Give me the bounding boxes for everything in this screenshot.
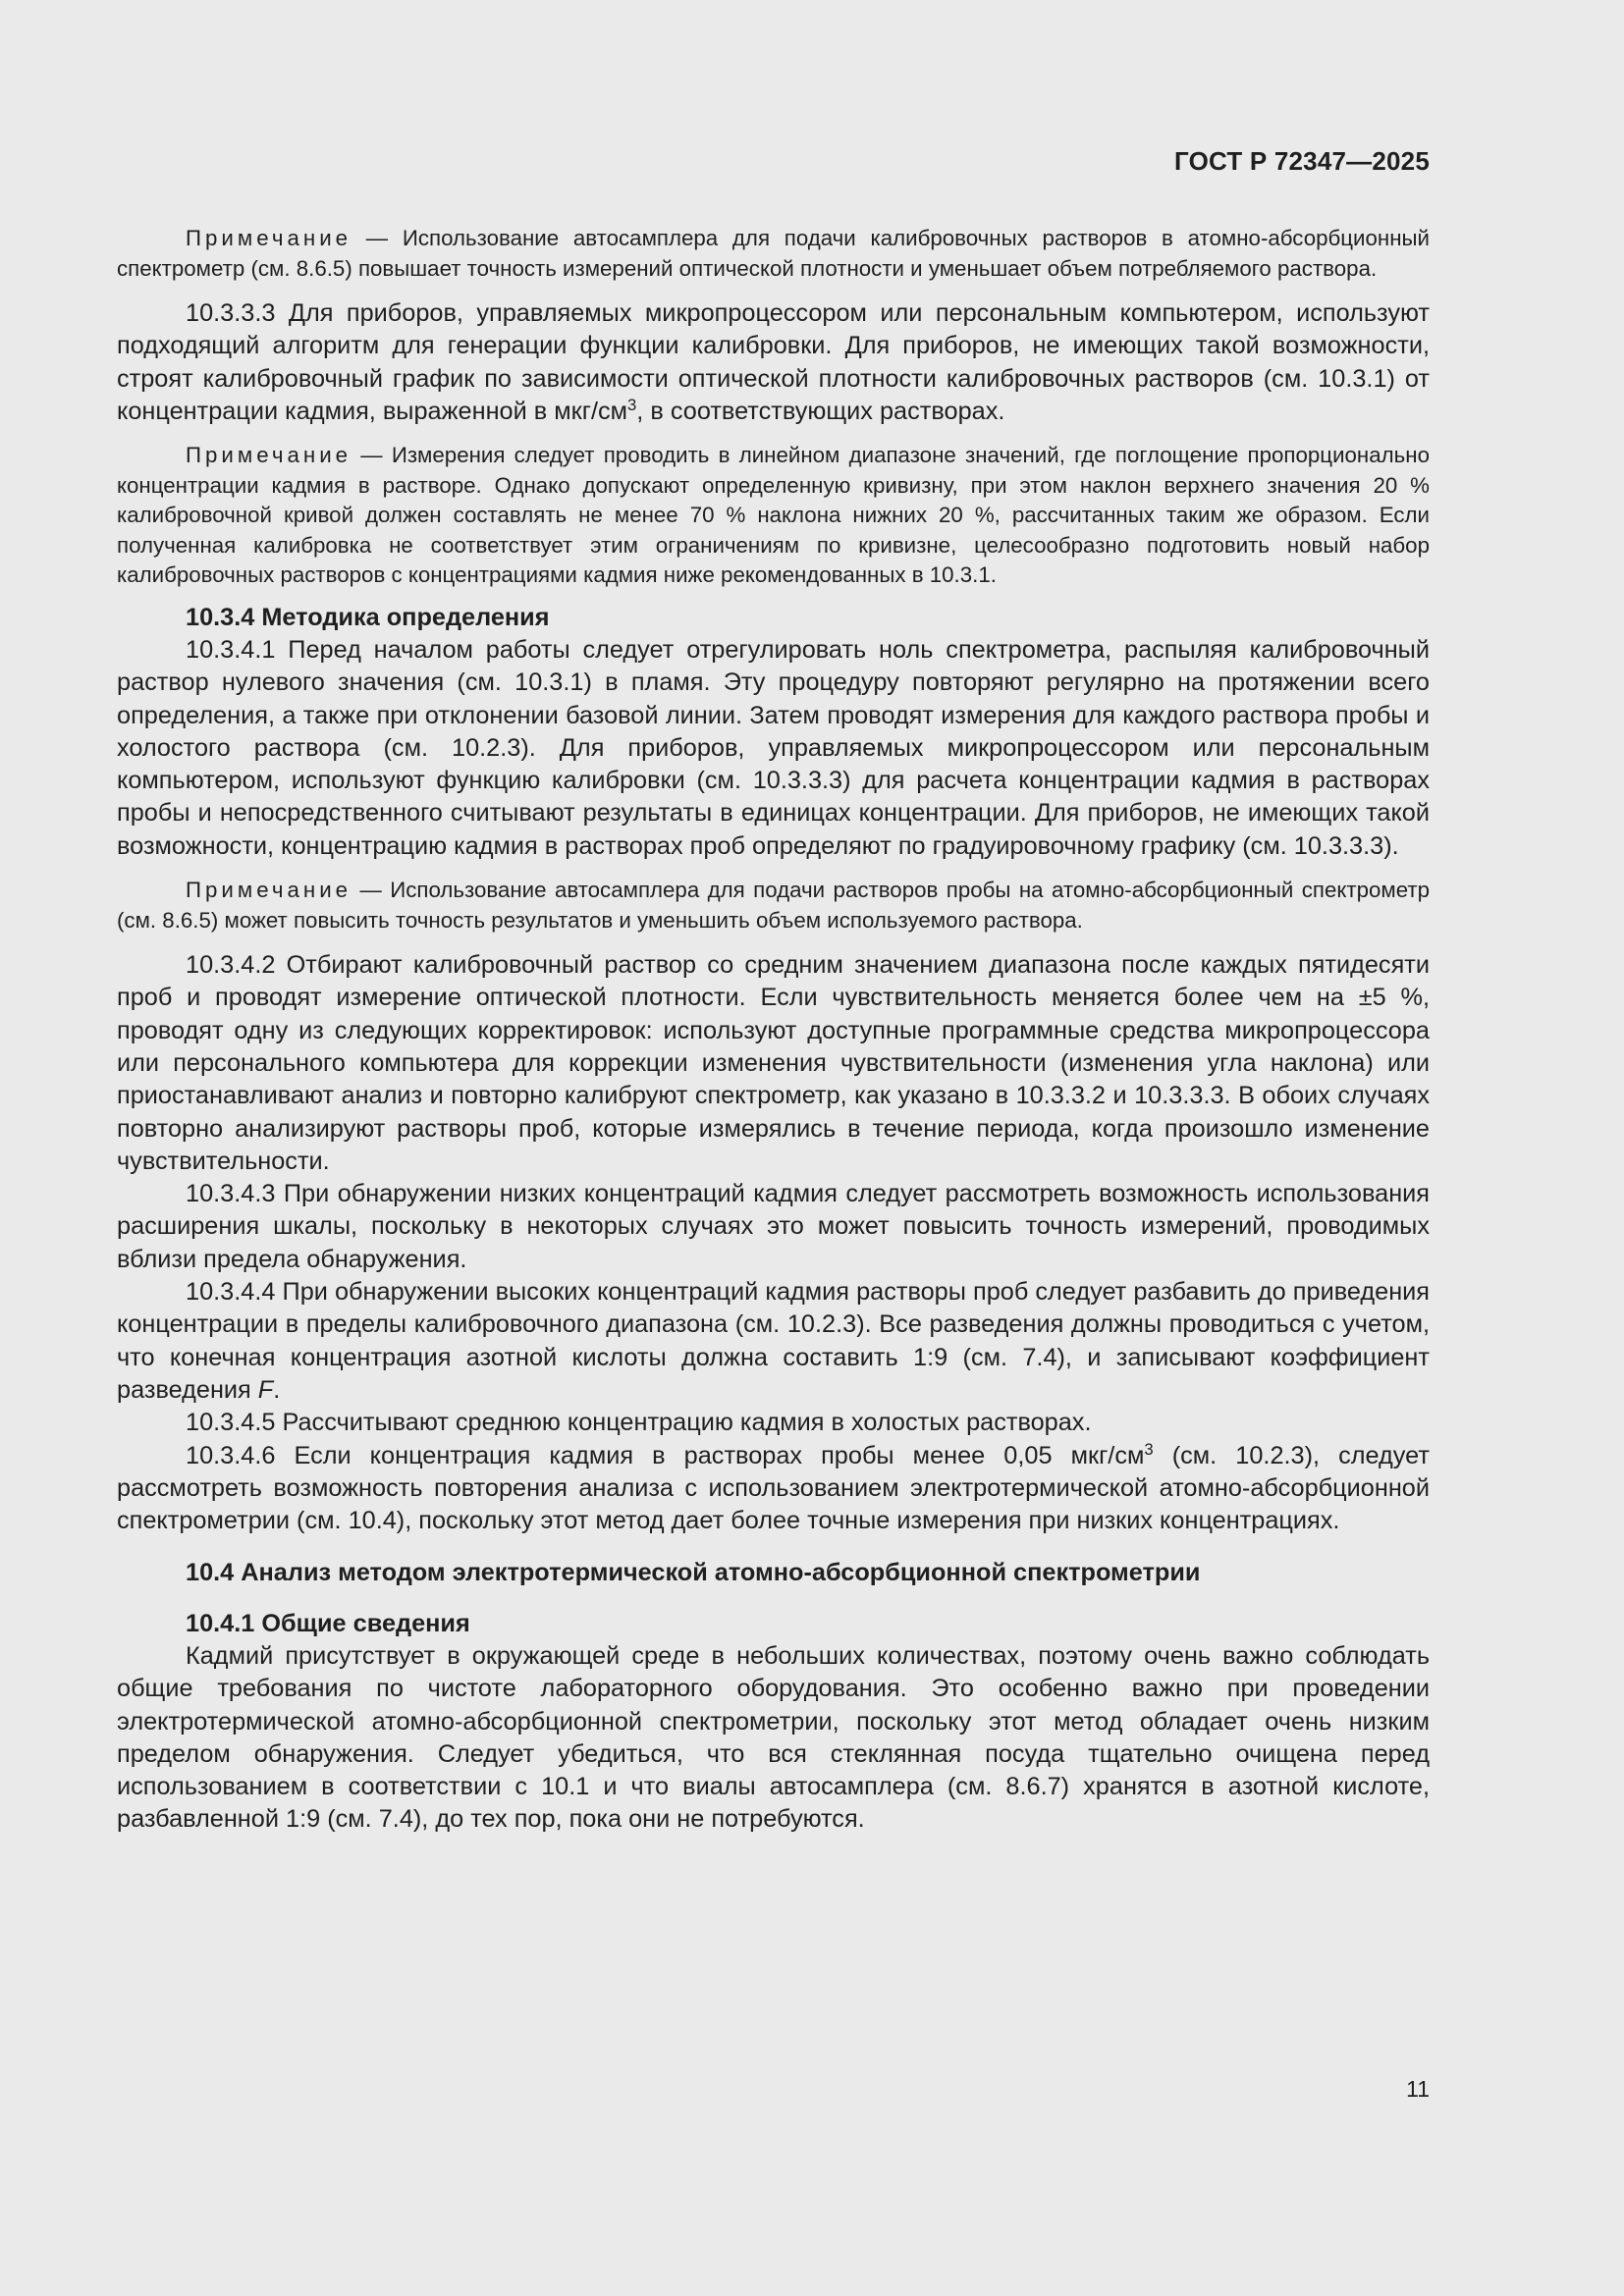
superscript: 3 xyxy=(1144,1439,1154,1459)
note-linear-range: Примечание — Измерения следует проводить в линейном диапазоне значений, где поглощение пропорционально концентрации кадмия в растворе. Однако допускают определенную кривизну, при этом наклон верхнего значения 20 % калибровочной кривой должен составлять не менее 70 % наклона нижних 20 %, рассчитанных таким же образом. Если полученная калибровка не соответствует этим ограничениям по кривизне, целесообразно подготовить новый набор калибровочных растворов с концентрациями кадмия ниже рекомендованных в 10.3.1. xyxy=(117,443,1430,588)
heading-10-3-4: 10.3.4 Методика определения xyxy=(186,603,550,631)
paragraph-10-3-4-5: 10.3.4.5 Рассчитывают среднюю концентрацию кадмия в холостых растворах. xyxy=(186,1409,1092,1437)
paragraph-text: . xyxy=(273,1375,281,1404)
page-number: 11 xyxy=(1406,2076,1430,2102)
heading-10-4-1: 10.4.1 Общие сведения xyxy=(186,1609,470,1637)
note-text: Использование автосамплера для подачи растворов пробы на атомно-абсорбционный спектрометр (см. 8.6.5) может повысить точность результатов и уменьшить объем используемого раствора. xyxy=(117,878,1431,933)
paragraph-10-3-4-6 xyxy=(117,1440,1430,1538)
paragraph-text: (см. 10.2.3), следует рассмотреть возможность повторения анализа с использованием электротермической атомно-абсорбционной спектрометрии (см. 10.4), поскольку этот метод дает более точные измерения при низких концентрациях. xyxy=(117,1441,1430,1535)
dilution-factor-symbol: F xyxy=(257,1375,274,1404)
note-label: Примечание xyxy=(186,878,352,903)
paragraph-10-3-4-3: 10.3.4.3 При обнаружении низких концентраций кадмия следует рассмотреть возможность использования расширения шкалы, поскольку в некоторых случаях это может повысить точность измерений, проводимых вблизи предела обнаружения. xyxy=(117,1180,1430,1273)
note-text: Измерения следует проводить в линейном диапазоне значений, где поглощение пропорционально концентрации кадмия в растворе. Однако допускают определенную кривизну, при этом наклон верхнего значения 20 % калибровочной кривой должен составлять не менее 70 % наклона нижних 20 %, рассчитанных таким же образом. Если полученная калибровка не соответствует этим ограничениям по кривизне, целесообразно подготовить новый набор калибровочных растворов с концентрациями кадмия ниже рекомендованных в 10.3.1. xyxy=(117,443,1430,588)
paragraph-text: 10.3.4.4 При обнаружении высоких концентраций кадмия растворы проб следует разбавить до приведения концентрации в пределы калибровочного диапазона (см. 10.2.3). Все разведения должны проводиться с учетом, что конечная концентрация азотной кислоты должна составить 1:9 (см. 7.4), и записывают коэффициент разведения xyxy=(117,1278,1430,1404)
paragraph-10-3-4-4 xyxy=(117,1276,1430,1407)
note-autosampler-calibration: Примечание — Использование автосамплера для подачи калибровочных растворов в атомно-абсорбционный спектрометр (см. 8.6.5) повышает точность измерений оптической плотности и уменьшает объем потребляемого раствора. xyxy=(117,226,1431,281)
paragraph-text: 10.3.3.3 Для приборов, управляемых микропроцессором или персональным компьютером, используют подходящий алгоритм для генерации функции калибровки. Для приборов, не имеющих такой возможности, строят калибровочный график по зависимости оптической плотности калибровочных растворов (см. 10.3.1) от концентрации кадмия, выраженной в мкг/см xyxy=(117,299,1430,425)
superscript: 3 xyxy=(627,395,637,414)
paragraph-text: 10.3.4.6 Если концентрация кадмия в растворах пробы менее 0,05 мкг/см xyxy=(186,1441,1145,1469)
note-text: Использование автосамплера для подачи калибровочных растворов в атомно-абсорбционный спектрометр (см. 8.6.5) повышает точность измерений оптической плотности и уменьшает объем потребляемого раствора. xyxy=(117,226,1431,281)
paragraph-10-3-4-2: 10.3.4.2 Отбирают калибровочный раствор со средним значением диапазона после каждых пятидесяти проб и проводят измерение оптической плотности. Если чувствительность меняется более чем на ±5 %, проводят одну из следующих корректировок: используют доступные программные средства микропроцессора или персонального компьютера для коррекции изменения чувствительности (изменения угла наклона) или приостанавливают анализ и повторно калибруют спектрометр, как указано в 10.3.3.2 и 10.3.3.3. В обоих случаях повторно анализируют растворы проб, которые измерялись в течение периода, когда произошло изменение чувствительности. xyxy=(117,951,1430,1175)
page-content xyxy=(117,224,1430,1837)
note-label: Примечание xyxy=(186,443,352,468)
note-autosampler-samples: Примечание — Использование автосамплера для подачи растворов пробы на атомно-абсорбционный спектрометр (см. 8.6.5) может повысить точность результатов и уменьшить объем используемого раствора. xyxy=(117,878,1431,933)
paragraph-text: , в соответствующих растворах. xyxy=(636,397,1005,425)
standard-header: ГОСТ Р 72347—2025 xyxy=(1174,146,1430,176)
note-label: Примечание xyxy=(186,226,352,250)
paragraph-10-3-3-3 xyxy=(117,297,1430,428)
heading-10-4: 10.4 Анализ методом электротермической атомно-абсорбционной спектрометрии xyxy=(186,1559,1201,1587)
document-page xyxy=(117,0,1430,2296)
paragraph-10-4-1: Кадмий присутствует в окружающей среде в небольших количествах, поэтому очень важно соблюдать общие требования по чистоте лабораторного оборудования. Это особенно важно при проведении электротермической атомно-абсорбционной спектрометрии, поскольку этот метод обладает очень низким пределом обнаружения. Следует убедиться, что вся стеклянная посуда тщательно очищена перед использованием в соответствии с 10.1 и что виалы автосамплера (см. 8.6.7) хранятся в азотной кислоте, разбавленной 1:9 (см. 7.4), до тех пор, пока они не потребуются. xyxy=(117,1642,1430,1834)
paragraph-10-3-4-1: 10.3.4.1 Перед началом работы следует отрегулировать ноль спектрометра, распыляя калибровочный раствор нулевого значения (см. 10.3.1) в пламя. Эту процедуру повторяют регулярно на протяжении всего определения, а также при отклонении базовой линии. Затем проводят измерения для каждого раствора пробы и холостого раствора (см. 10.2.3). Для приборов, управляемых микропроцессором или персональным компьютером, используют функцию калибровки (см. 10.3.3.3) для расчета концентрации кадмия в растворах пробы и непосредственного считывают результаты в единицах концентрации. Для приборов, не имеющих такой возможности, концентрацию кадмия в растворах проб определяют по градуировочному графику (см. 10.3.3.3). xyxy=(117,635,1430,860)
